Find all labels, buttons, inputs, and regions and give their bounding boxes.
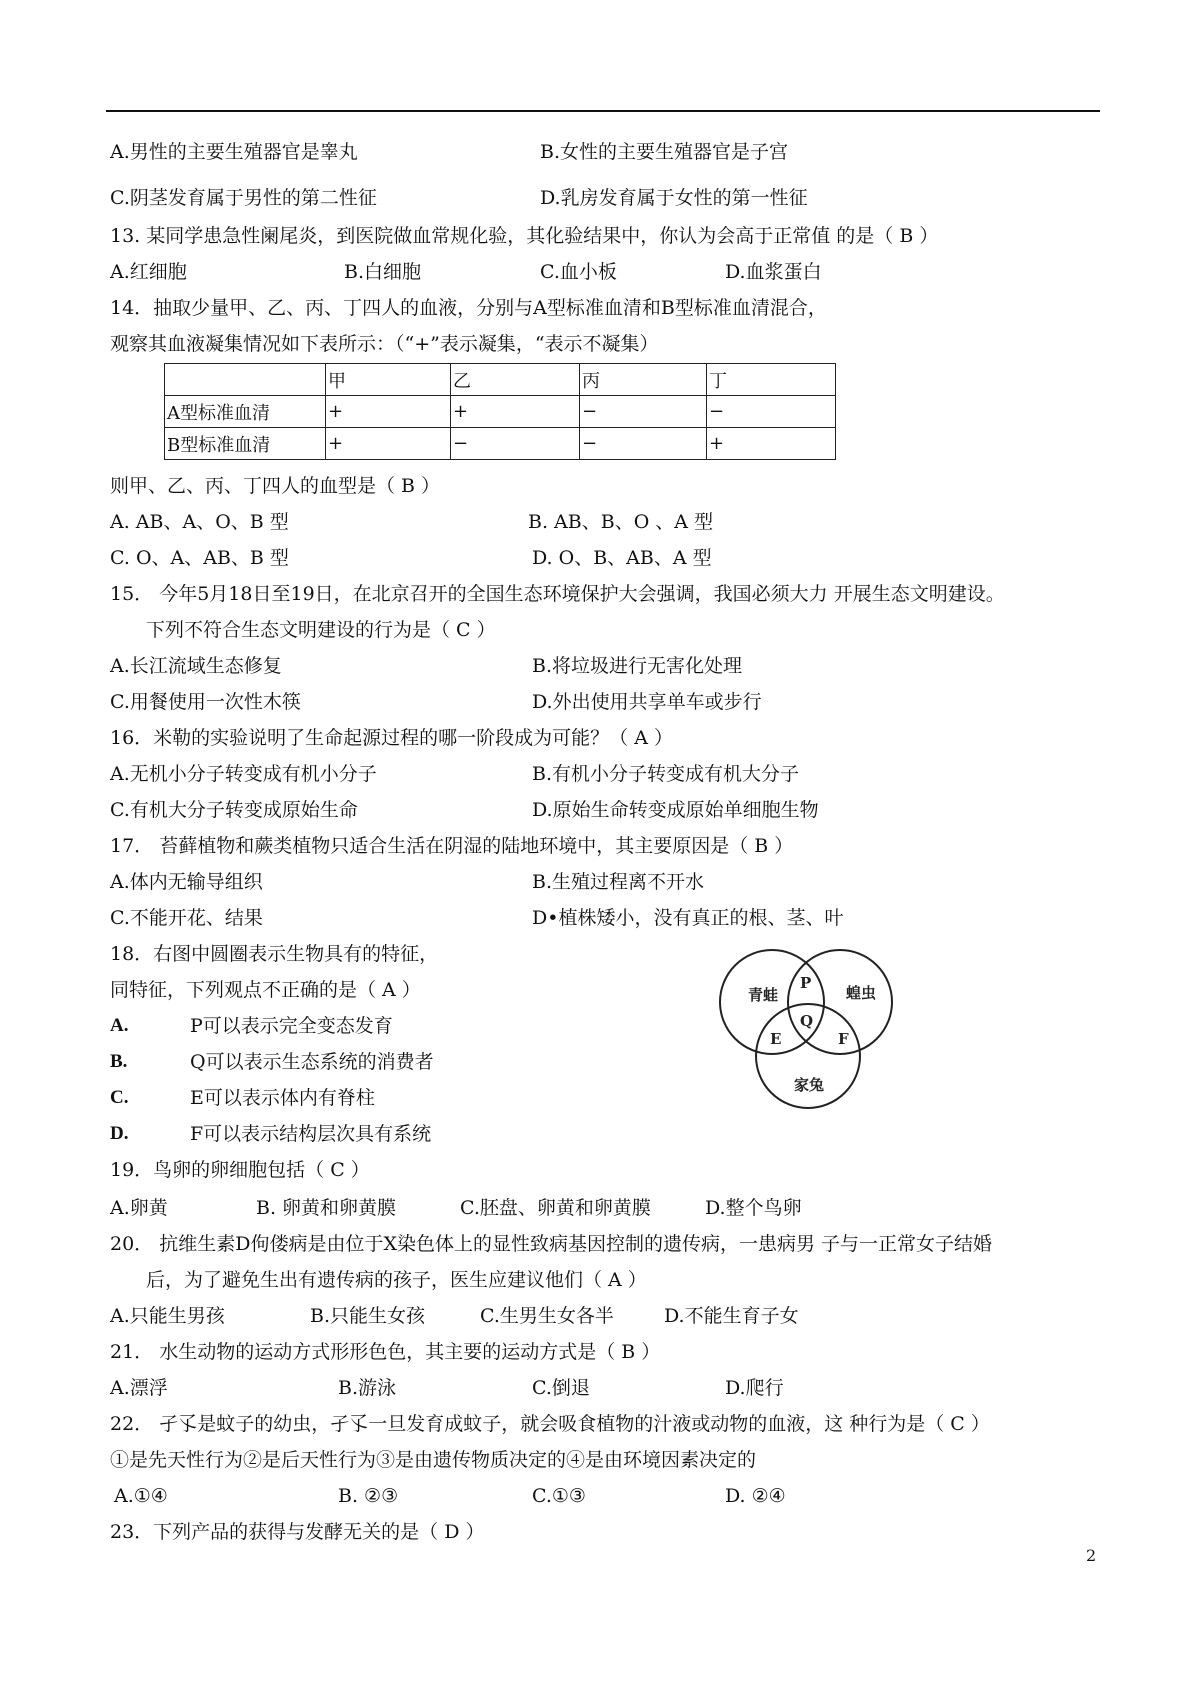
option-c: C.不能开花、结果 [110, 907, 263, 929]
table-cell: − [580, 428, 707, 460]
table-cell: 乙 [451, 364, 580, 396]
option-a: A.体内无输导组织 [110, 871, 263, 893]
question-15: 15． 今年5月18日至19日，在北京召开的全国生态环境保护大会强调，我国必须大力 开展生态文明建设。 [110, 583, 1005, 605]
venn-region-e: E [770, 1030, 782, 1048]
table-row [165, 428, 836, 460]
option-a: A.只能生男孩 [110, 1305, 225, 1327]
table-row [165, 396, 836, 428]
option-c: C. O、A、AB、B 型 [110, 547, 289, 569]
question-16: 16．米勒的实验说明了生命起源过程的哪一阶段成为可能？（ A ） [110, 727, 673, 749]
question-23: 23．下列产品的获得与发酵无关的是（ D ） [110, 1521, 485, 1543]
table-cell: A型标准血清 [165, 396, 326, 428]
venn-label-frog: 青蛙 [748, 986, 779, 1004]
option-d: D.原始生命转变成原始单细胞生物 [532, 799, 819, 821]
option-c: C.有机大分子转变成原始生命 [110, 799, 358, 821]
option-a: A.长江流域生态修复 [110, 655, 282, 677]
option-b: B.女性的主要生殖器官是子宫 [540, 141, 789, 163]
option-d: D.整个鸟卵 [705, 1197, 802, 1219]
venn-region-p: P [800, 974, 812, 992]
table-cell: 甲 [326, 364, 451, 396]
option-b: B.有机小分子转变成有机大分子 [532, 763, 800, 785]
option-c: C.阴茎发育属于男性的第二性征 [110, 187, 377, 209]
question-14-note: 观察其血液凝集情况如下表所示：（“+”表示凝集，“表示不凝集） [110, 333, 659, 355]
venn-label-rabbit: 家兔 [794, 1076, 825, 1094]
option-c: C.用餐使用一次性木筷 [110, 691, 301, 713]
option-d: D•植株矮小，没有真正的根、茎、叶 [532, 907, 844, 929]
option-b: B.只能生女孩 [310, 1305, 426, 1327]
venn-diagram [714, 944, 904, 1114]
option-d: F可以表示结构层次具有系统 [190, 1123, 432, 1145]
option-a: A.漂浮 [110, 1377, 168, 1399]
option-b: B.白细胞 [344, 261, 422, 283]
option-d: D.爬行 [725, 1377, 784, 1399]
option-c: C.倒退 [532, 1377, 590, 1399]
option-a: A.红细胞 [110, 261, 187, 283]
option-d: D.血浆蛋白 [725, 261, 822, 283]
option-c: C.①③ [532, 1485, 586, 1507]
venn-region-q: Q [800, 1012, 814, 1030]
question-14-stem: 则甲、乙、丙、丁四人的血型是（ B ） [110, 475, 441, 497]
option-d: D. O、B、AB、A 型 [532, 547, 712, 569]
option-c-label: C. [110, 1087, 129, 1108]
question-22-statements: ①是先天性行为②是后天性行为③是由遗传物质决定的④是由环境因素决定的 [110, 1449, 757, 1471]
blood-agglutination-table [164, 363, 836, 460]
table-cell: + [326, 428, 451, 460]
question-15-stem: 下列不符合生态文明建设的行为是（ C ） [146, 619, 496, 641]
header-rule [106, 110, 1100, 112]
option-b: B. ②③ [338, 1485, 399, 1507]
table-cell [165, 364, 326, 396]
option-b: B.游泳 [338, 1377, 397, 1399]
table-cell: B型标准血清 [165, 428, 326, 460]
option-c: C.胚盘、卵黄和卵黄膜 [460, 1197, 651, 1219]
question-20-stem: 后，为了避免生出有遗传病的孩子，医生应建议他们（ A ） [146, 1269, 647, 1291]
option-a: A.①④ [114, 1485, 168, 1507]
option-d: D.不能生育子女 [664, 1305, 799, 1327]
table-row [165, 364, 836, 396]
option-c: C.血小板 [540, 261, 617, 283]
page-number: 2 [1086, 1546, 1097, 1565]
table-cell: 丁 [707, 364, 836, 396]
option-c: C.生男生女各半 [480, 1305, 614, 1327]
option-a-label: A. [110, 1015, 129, 1036]
question-17: 17． 苔藓植物和蕨类植物只适合生活在阴湿的陆地环境中，其主要原因是（ B ） [110, 835, 794, 857]
question-18-stem: 同特征，下列观点不正确的是（ A ） [110, 979, 421, 1001]
question-20: 20． 抗维生素D佝偻病是由位于X染色体上的显性致病基因控制的遗传病，一患病男 子与一正常女子结婚 [110, 1233, 993, 1255]
table-cell: − [707, 396, 836, 428]
option-a: A.无机小分子转变成有机小分子 [110, 763, 377, 785]
question-19: 19．鸟卵的卵细胞包括（ C ） [110, 1159, 370, 1181]
question-18: 18．右图中圆圈表示生物具有的特征， [110, 943, 439, 965]
option-a: A. AB、A、O、B 型 [110, 511, 289, 533]
table-cell: − [451, 428, 580, 460]
option-d: D.乳房发育属于女性的第一性征 [540, 187, 808, 209]
option-d: D. ②④ [725, 1485, 786, 1507]
option-a: P可以表示完全变态发育 [190, 1015, 393, 1037]
table-cell: + [707, 428, 836, 460]
option-b-label: B. [110, 1051, 128, 1072]
table-cell: − [580, 396, 707, 428]
table-cell: + [451, 396, 580, 428]
table-cell: 丙 [580, 364, 707, 396]
question-21: 21． 水生动物的运动方式形形色色，其主要的运动方式是（ B ） [110, 1341, 661, 1363]
venn-region-f: F [838, 1030, 849, 1048]
option-a: A.卵黄 [110, 1197, 168, 1219]
table-cell: + [326, 396, 451, 428]
option-b: B. 卵黄和卵黄膜 [256, 1197, 397, 1219]
option-b: B.生殖过程离不开水 [532, 871, 705, 893]
option-c: E可以表示体内有脊柱 [190, 1087, 375, 1109]
option-a: A.男性的主要生殖器官是睾丸 [110, 141, 358, 163]
venn-label-locust: 蝗虫 [846, 984, 877, 1002]
option-b: B.将垃圾进行无害化处理 [532, 655, 743, 677]
option-b: B. AB、B、O 、A 型 [528, 511, 714, 533]
question-13: 13. 某同学患急性阑尾炎，到医院做血常规化验，其化验结果中，你认为会高于正常值 的是（ B ） [110, 225, 939, 247]
question-22: 22． 孑孓是蚊子的幼虫，孑孓一旦发育成蚊子，就会吸食植物的汁液或动物的血液，这 种行为是（ C ） [110, 1413, 990, 1435]
option-d-label: D. [110, 1123, 129, 1144]
question-14: 14．抽取少量甲、乙、丙、丁四人的血液，分别与A型标准血清和B型标准血清混合， [110, 297, 827, 319]
option-b: Q可以表示生态系统的消费者 [190, 1051, 434, 1073]
option-d: D.外出使用共享单车或步行 [532, 691, 762, 713]
